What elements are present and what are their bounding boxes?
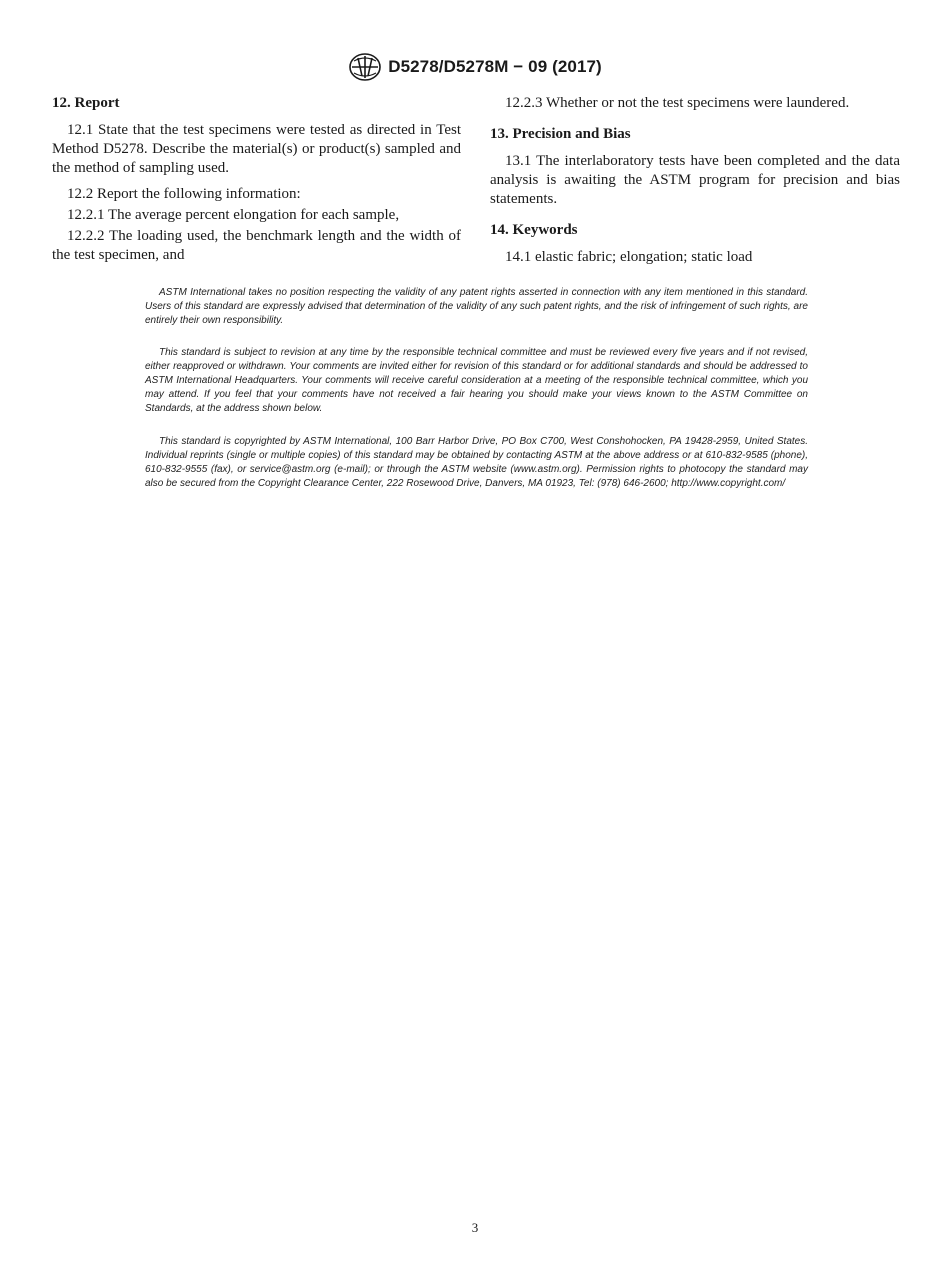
paragraph-12-2-1: 12.2.1 The average percent elongation for each sample,: [67, 207, 400, 223]
page-number: 3: [471, 1220, 479, 1235]
header-inner: [348, 52, 602, 82]
paragraph-13-1: 13.1 The interlaboratory tests have been completed and the data analysis is awaiting the ASTM program for precision and bias statements.: [490, 153, 900, 207]
copyright-notice: This standard is copyrighted by ASTM International, 100 Barr Harbor Drive, PO Box C700, West Conshohocken, PA 19428-2959, United States. Individual reprints (single or multiple copies) of this standard may be obtained by contacting ASTM at the above address or at 610-832-9585 (phone), 610-832-9555 (fax), or service@astm.org (e-mail); or through the ASTM website (www.astm.org). Permission rights to photocopy the standard may also be secured from the Copyright Clearance Center, 222 Rosewood Drive, Danvers, MA 01923, Tel: (978) 646-2600; http://www.copyright.com/: [145, 436, 808, 489]
document-header: [0, 52, 950, 87]
standard-designation: D5278/D5278M − 09 (2017): [388, 57, 602, 76]
paragraph-12-1: 12.1 State that the test specimens were tested as directed in Test Method D5278. Describe the material(s) or product(s) sampled and the method of sampling used.: [52, 122, 461, 176]
patent-notice: ASTM International takes no position respecting the validity of any patent rights asserted in connection with any item mentioned in this standard. Users of this standard are expressly advised that determination of the validity of any such patent rights, and the risk of infringement of such rights, are entirely their own responsibility.: [145, 287, 808, 326]
paragraph-12-2-3: 12.2.3 Whether or not the test specimens were laundered.: [505, 95, 850, 111]
paragraph-12-2: 12.2 Report the following information:: [67, 186, 301, 202]
left-column: [52, 94, 461, 272]
astm-logo-icon: [348, 52, 382, 82]
section-13-heading: 13. Precision and Bias: [490, 126, 631, 142]
section-12-heading: 12. Report: [52, 95, 120, 111]
right-column: [490, 94, 900, 274]
section-14-heading: 14. Keywords: [490, 222, 578, 238]
paragraph-12-2-2: 12.2.2 The loading used, the benchmark length and the width of the test specimen, and: [52, 228, 461, 263]
paragraph-14-1: 14.1 elastic fabric; elongation; static load: [505, 249, 753, 265]
revision-notice: This standard is subject to revision at any time by the responsible technical committee and must be reviewed every five years and if not revised, either reapproved or withdrawn. Your comments are invited either for revision of this standard or for additional standards and should be addressed to ASTM International Headquarters. Your comments will receive careful consideration at a meeting of the responsible technical committee, which you may attend. If you feel that your comments have not received a fair hearing you should make your views known to the ASTM Committee on Standards, at the address shown below.: [145, 347, 808, 414]
